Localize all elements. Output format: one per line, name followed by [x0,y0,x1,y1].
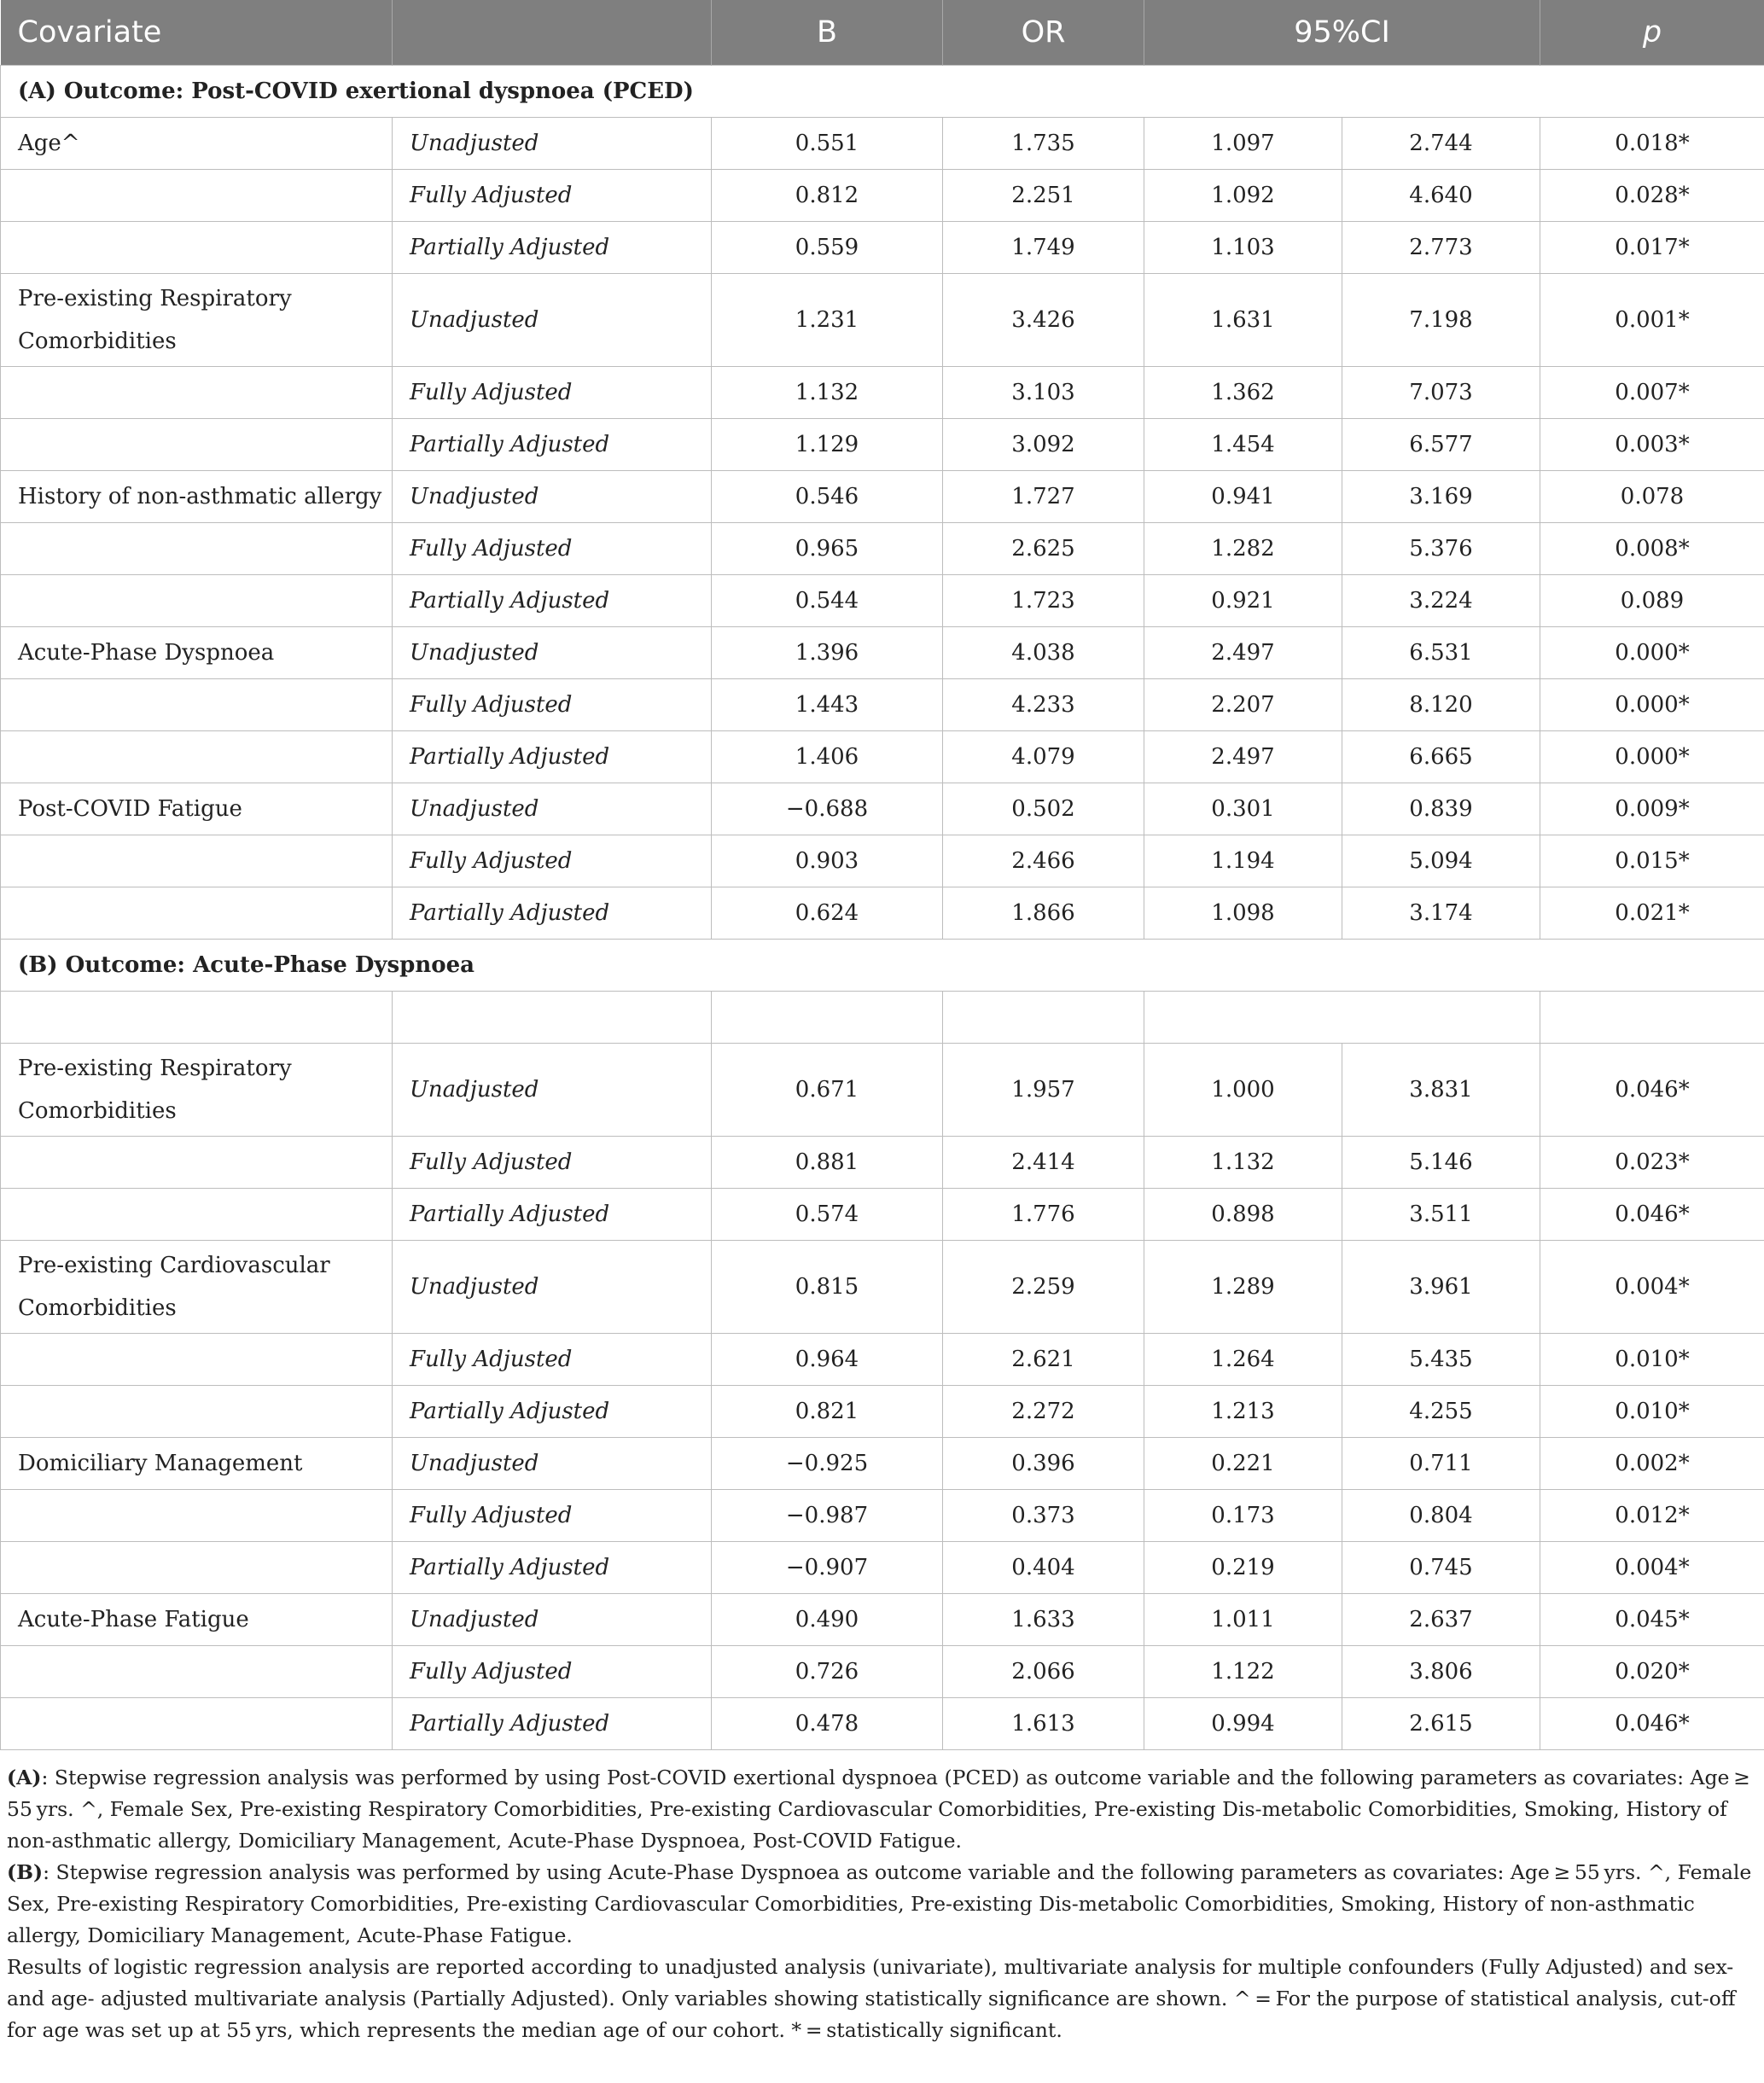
or-value: 0.373 [943,1490,1144,1542]
header-ci: 95%CI [1144,0,1540,66]
b-value: 0.965 [712,523,943,575]
or-value: 2.625 [943,523,1144,575]
model-type: Unadjusted [393,1594,712,1646]
table-row [1,419,1764,471]
b-value: 0.544 [712,575,943,627]
ci-upper: 3.169 [1342,471,1540,523]
b-value: 1.443 [712,679,943,731]
ci-lower: 1.122 [1144,1646,1342,1698]
ci-lower: 1.000 [1144,1044,1342,1137]
or-value: 1.957 [943,1044,1144,1137]
b-value: 0.671 [712,1044,943,1137]
ci-lower: 0.994 [1144,1698,1342,1750]
b-value: 0.726 [712,1646,943,1698]
ci-upper: 3.511 [1342,1189,1540,1241]
or-value: 0.502 [943,783,1144,835]
ci-upper: 6.665 [1342,731,1540,783]
empty-cell [1144,992,1540,1044]
covariate-empty [1,731,393,783]
model-type: Unadjusted [393,627,712,679]
covariate-empty [1,367,393,419]
covariate-empty [1,419,393,471]
ci-upper: 5.435 [1342,1334,1540,1386]
covariate-empty [1,575,393,627]
section-header-row [1,66,1764,118]
model-type: Unadjusted [393,118,712,170]
table-row [1,1646,1764,1698]
covariate-empty [1,1490,393,1542]
table-row [1,1490,1764,1542]
table-row [1,1044,1764,1137]
covariate-name: Pre-existing Respiratory Comorbidities [1,1044,393,1137]
table-row [1,627,1764,679]
footnote-a-label: (A) [7,1766,42,1789]
empty-cell [943,992,1144,1044]
ci-upper: 6.577 [1342,419,1540,471]
footnote-b-label: (B) [7,1860,44,1884]
covariate-empty [1,1334,393,1386]
or-value: 1.633 [943,1594,1144,1646]
model-type: Partially Adjusted [393,575,712,627]
b-value: 0.559 [712,222,943,274]
or-value: 1.866 [943,887,1144,940]
b-value: 1.129 [712,419,943,471]
p-value: 0.078 [1540,471,1764,523]
p-value: 0.008* [1540,523,1764,575]
ci-lower: 2.497 [1144,627,1342,679]
ci-upper: 5.094 [1342,835,1540,887]
covariate-empty [1,679,393,731]
footnote-a-text: : Stepwise regression analysis was performed by using Post-COVID exertional dyspnoea (PCED) as outcome variable and the following parameters as covariates: Age ≥ 55 yrs. ^, Female Sex, Pre-existing Respiratory Comorbidities, Pre-existing Cardiovascular Comorbidities, Pre-existing Dis-metabolic Comorbidities, Smoking, History of non-asthmatic allergy, Domiciliary Management, Acute-Phase Dyspnoea, Post-COVID Fatigue. [7,1766,1755,1853]
table-row [1,1334,1764,1386]
p-value: 0.028* [1540,170,1764,222]
b-value: 1.132 [712,367,943,419]
covariate-empty [1,1698,393,1750]
b-value: −0.987 [712,1490,943,1542]
table-row [1,170,1764,222]
covariate-name: Domiciliary Management [1,1438,393,1490]
or-value: 3.103 [943,367,1144,419]
table-row [1,575,1764,627]
model-type: Unadjusted [393,1241,712,1334]
model-type: Partially Adjusted [393,1542,712,1594]
ci-upper: 0.745 [1342,1542,1540,1594]
or-value: 1.613 [943,1698,1144,1750]
p-value: 0.023* [1540,1137,1764,1189]
p-value: 0.000* [1540,679,1764,731]
ci-lower: 1.213 [1144,1386,1342,1438]
or-value: 4.038 [943,627,1144,679]
ci-lower: 1.098 [1144,887,1342,940]
ci-upper: 3.806 [1342,1646,1540,1698]
b-value: 0.574 [712,1189,943,1241]
ci-lower: 1.011 [1144,1594,1342,1646]
covariate-name: Age^ [1,118,393,170]
or-value: 2.621 [943,1334,1144,1386]
table-row [1,367,1764,419]
or-value: 4.079 [943,731,1144,783]
ci-lower: 1.631 [1144,274,1342,367]
model-type: Partially Adjusted [393,1386,712,1438]
p-value: 0.007* [1540,367,1764,419]
b-value: 0.551 [712,118,943,170]
b-value: 0.815 [712,1241,943,1334]
b-value: 0.490 [712,1594,943,1646]
model-type: Fully Adjusted [393,367,712,419]
p-value: 0.004* [1540,1241,1764,1334]
ci-upper: 2.744 [1342,118,1540,170]
b-value: 0.478 [712,1698,943,1750]
p-value: 0.000* [1540,627,1764,679]
model-type: Fully Adjusted [393,1137,712,1189]
covariate-empty [1,1137,393,1189]
ci-upper: 5.146 [1342,1137,1540,1189]
model-type: Fully Adjusted [393,170,712,222]
model-type: Fully Adjusted [393,523,712,575]
ci-upper: 7.073 [1342,367,1540,419]
b-value: 0.624 [712,887,943,940]
covariate-empty [1,222,393,274]
p-value: 0.012* [1540,1490,1764,1542]
b-value: 0.903 [712,835,943,887]
covariate-name: History of non-asthmatic allergy [1,471,393,523]
p-value: 0.009* [1540,783,1764,835]
model-type: Fully Adjusted [393,1490,712,1542]
ci-upper: 3.174 [1342,887,1540,940]
ci-lower: 1.454 [1144,419,1342,471]
ci-lower: 0.173 [1144,1490,1342,1542]
header-or: OR [943,0,1144,66]
model-type: Fully Adjusted [393,1646,712,1698]
ci-upper: 7.198 [1342,274,1540,367]
table-row [1,783,1764,835]
p-value: 0.010* [1540,1386,1764,1438]
covariate-empty [1,170,393,222]
table-row [1,1438,1764,1490]
header-covariate: Covariate [1,0,393,66]
ci-upper: 3.831 [1342,1044,1540,1137]
ci-upper: 8.120 [1342,679,1540,731]
covariate-empty [1,1386,393,1438]
p-value: 0.003* [1540,419,1764,471]
or-value: 1.749 [943,222,1144,274]
empty-row [1,992,1764,1044]
ci-upper: 4.255 [1342,1386,1540,1438]
p-value: 0.015* [1540,835,1764,887]
or-value: 4.233 [943,679,1144,731]
footnote-b-text: : Stepwise regression analysis was performed by using Acute-Phase Dyspnoea as outcome variable and the following parameters as covariates: Age ≥ 55 yrs. ^, Female Sex, Pre-existing Respiratory Comorbidities, Pre-existing Cardiovascular Comorbidities, Pre-existing Dis-metabolic Comorbidities, Smoking, History of non-asthmatic allergy, Domiciliary Management, Acute-Phase Fatigue. [7,1860,1752,1947]
table-row [1,1189,1764,1241]
b-value: 0.821 [712,1386,943,1438]
p-value: 0.046* [1540,1044,1764,1137]
table-row [1,679,1764,731]
or-value: 2.272 [943,1386,1144,1438]
model-type: Partially Adjusted [393,419,712,471]
ci-lower: 1.264 [1144,1334,1342,1386]
model-type: Unadjusted [393,783,712,835]
p-value: 0.017* [1540,222,1764,274]
table-row [1,835,1764,887]
section-title: (B) Outcome: Acute-Phase Dyspnoea [1,940,1764,992]
ci-lower: 0.898 [1144,1189,1342,1241]
model-type: Partially Adjusted [393,731,712,783]
or-value: 2.066 [943,1646,1144,1698]
table-row [1,118,1764,170]
empty-cell [1,992,393,1044]
section-header-row [1,940,1764,992]
covariate-name: Pre-existing Respiratory Comorbidities [1,274,393,367]
covariate-empty [1,835,393,887]
ci-upper: 0.839 [1342,783,1540,835]
ci-lower: 0.219 [1144,1542,1342,1594]
ci-lower: 1.282 [1144,523,1342,575]
p-value: 0.004* [1540,1542,1764,1594]
b-value: 0.964 [712,1334,943,1386]
table-row [1,1594,1764,1646]
or-value: 1.727 [943,471,1144,523]
footnote-b [7,1857,1761,1952]
empty-cell [1540,992,1764,1044]
or-value: 1.735 [943,118,1144,170]
table-row [1,471,1764,523]
model-type: Fully Adjusted [393,679,712,731]
ci-lower: 2.497 [1144,731,1342,783]
p-value: 0.020* [1540,1646,1764,1698]
table-header-row [1,0,1764,66]
covariate-empty [1,1189,393,1241]
covariate-name: Acute-Phase Dyspnoea [1,627,393,679]
table-row [1,222,1764,274]
b-value: 1.396 [712,627,943,679]
ci-lower: 1.092 [1144,170,1342,222]
ci-lower: 2.207 [1144,679,1342,731]
p-value: 0.001* [1540,274,1764,367]
section-title: (A) Outcome: Post-COVID exertional dyspnoea (PCED) [1,66,1764,118]
or-value: 1.776 [943,1189,1144,1241]
or-value: 0.404 [943,1542,1144,1594]
empty-cell [393,992,712,1044]
p-value: 0.018* [1540,118,1764,170]
p-value: 0.000* [1540,731,1764,783]
ci-lower: 1.097 [1144,118,1342,170]
covariate-name: Post-COVID Fatigue [1,783,393,835]
ci-lower: 0.221 [1144,1438,1342,1490]
ci-lower: 1.362 [1144,367,1342,419]
b-value: −0.907 [712,1542,943,1594]
covariate-empty [1,1542,393,1594]
model-type: Partially Adjusted [393,1698,712,1750]
ci-upper: 0.711 [1342,1438,1540,1490]
ci-upper: 3.961 [1342,1241,1540,1334]
footnote-results: Results of logistic regression analysis are reported according to unadjusted analysis (univariate), multivariate analysis for multiple confounders (Fully Adjusted) and sex- and age- adjusted multivariate analysis (Partially Adjusted). Only variables showing statistically significance are shown. ^ = For the purpose of statistical analysis, cut-off for age was set up at 55 yrs, which represents the median age of our cohort. * = statistically significant. [7,1955,1736,2042]
header-p: p [1540,0,1764,66]
model-type: Unadjusted [393,1438,712,1490]
table-row [1,274,1764,367]
b-value: 0.546 [712,471,943,523]
ci-upper: 2.637 [1342,1594,1540,1646]
or-value: 2.259 [943,1241,1144,1334]
p-value: 0.046* [1540,1189,1764,1241]
ci-lower: 0.921 [1144,575,1342,627]
empty-cell [712,992,943,1044]
table-footnotes [0,1750,1764,2046]
covariate-name: Acute-Phase Fatigue [1,1594,393,1646]
ci-lower: 1.289 [1144,1241,1342,1334]
p-value: 0.046* [1540,1698,1764,1750]
b-value: 1.406 [712,731,943,783]
header-b: B [712,0,943,66]
table-row [1,887,1764,940]
b-value: 0.812 [712,170,943,222]
footnote-a [7,1762,1761,1857]
model-type: Unadjusted [393,1044,712,1137]
table-row [1,1698,1764,1750]
ci-lower: 0.941 [1144,471,1342,523]
b-value: −0.925 [712,1438,943,1490]
model-type: Partially Adjusted [393,887,712,940]
table-row [1,1137,1764,1189]
or-value: 2.414 [943,1137,1144,1189]
table-body [1,66,1764,1750]
model-type: Unadjusted [393,274,712,367]
model-type: Fully Adjusted [393,835,712,887]
table-row [1,1542,1764,1594]
covariate-empty [1,887,393,940]
p-value: 0.010* [1540,1334,1764,1386]
ci-upper: 6.531 [1342,627,1540,679]
or-value: 2.466 [943,835,1144,887]
covariate-empty [1,1646,393,1698]
model-type: Partially Adjusted [393,1189,712,1241]
b-value: 1.231 [712,274,943,367]
ci-lower: 1.194 [1144,835,1342,887]
ci-lower: 1.103 [1144,222,1342,274]
ci-upper: 3.224 [1342,575,1540,627]
ci-upper: 5.376 [1342,523,1540,575]
ci-upper: 4.640 [1342,170,1540,222]
b-value: 0.881 [712,1137,943,1189]
p-value: 0.045* [1540,1594,1764,1646]
ci-upper: 2.773 [1342,222,1540,274]
model-type: Fully Adjusted [393,1334,712,1386]
b-value: −0.688 [712,783,943,835]
model-type: Unadjusted [393,471,712,523]
table-row [1,731,1764,783]
header-model [393,0,712,66]
model-type: Partially Adjusted [393,222,712,274]
table-row [1,1241,1764,1334]
p-value: 0.002* [1540,1438,1764,1490]
or-value: 1.723 [943,575,1144,627]
ci-upper: 0.804 [1342,1490,1540,1542]
ci-lower: 0.301 [1144,783,1342,835]
or-value: 3.426 [943,274,1144,367]
covariate-empty [1,523,393,575]
or-value: 0.396 [943,1438,1144,1490]
table-row [1,523,1764,575]
ci-upper: 2.615 [1342,1698,1540,1750]
or-value: 3.092 [943,419,1144,471]
ci-lower: 1.132 [1144,1137,1342,1189]
or-value: 2.251 [943,170,1144,222]
covariate-name: Pre-existing Cardiovascular Comorbidities [1,1241,393,1334]
p-value: 0.089 [1540,575,1764,627]
table-row [1,1386,1764,1438]
p-value: 0.021* [1540,887,1764,940]
